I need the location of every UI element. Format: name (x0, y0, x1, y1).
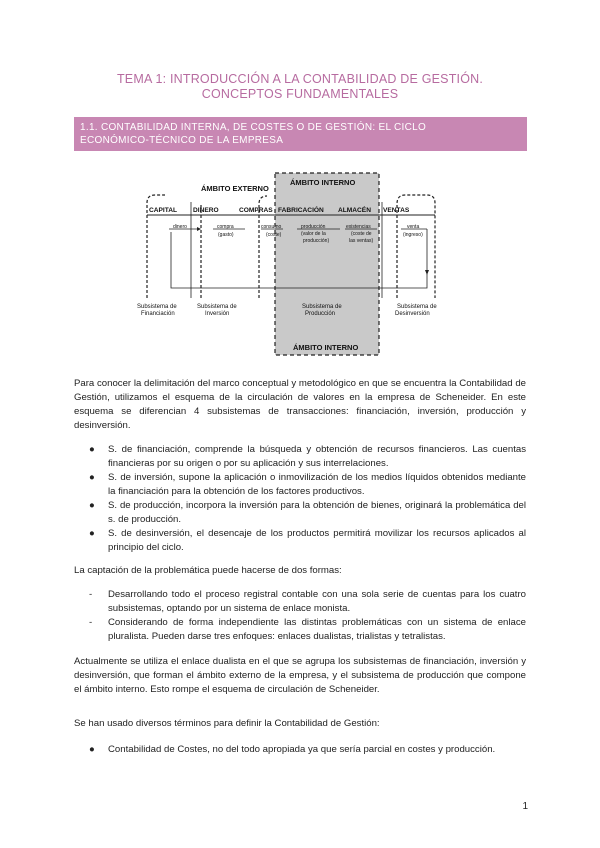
value-circulation-diagram (135, 168, 450, 358)
column-compras: COMPRAS (239, 207, 273, 214)
section-heading-line-2: ECONÓMICO-TÉCNICO DE LA EMPRESA (80, 135, 284, 146)
column-fabricacion: FABRICACIÓN (278, 207, 324, 214)
page-number: 1 (522, 801, 528, 812)
list-item-text: Contabilidad de Costes, no del todo apropiada ya que sería parcial en costes y producción. (108, 744, 496, 755)
flow-valor-produccion-1: (valor de la (301, 231, 326, 237)
flow-dinero-label: dinero (173, 224, 187, 230)
flow-compra-label: compra (217, 224, 234, 230)
flow-venta-label: venta (407, 224, 420, 230)
bullet-mark: ● (89, 744, 95, 755)
section-heading-line-1: 1.1. CONTABILIDAD INTERNA, DE COSTES O DE GESTIÓN: EL CICLO (80, 122, 427, 133)
list-item (74, 616, 526, 644)
column-ventas: VENTAS (383, 207, 410, 214)
intro-paragraph: Para conocer la delimitación del marco conceptual y metodológico en que se encuentra la Contabilidad de Gestión, utilizamos el esquema de la circulación de valores en la empresa de Scheneider. En este esquema se diferencian 4 subsistemas de transacciones: financiación, inversión, producción y desinversión. (74, 378, 526, 431)
section-heading (74, 117, 527, 151)
forms-list (74, 588, 526, 644)
flow-produccion-label: producción (301, 224, 326, 230)
bullet-mark: ● (89, 528, 95, 539)
document-title-line-1: TEMA 1: INTRODUCCIÓN A LA CONTABILIDAD DE GESTIÓN. (116, 72, 484, 86)
column-almacen: ALMACÉN (338, 207, 371, 214)
ambito-interno-bottom-label: ÁMBITO INTERNO (293, 343, 359, 352)
list-item-text: S. de desinversión, el desencaje de los productos permitirá movilizar los recursos aplicados al principio del ciclo. (108, 528, 526, 553)
list-item (74, 443, 526, 471)
captacion-paragraph: La captación de la problemática puede hacerse de dos formas: (74, 565, 342, 576)
flow-coste-ventas-1: (coste de (351, 231, 372, 237)
dash-mark: - (89, 617, 93, 628)
internal-area-shading (275, 173, 379, 355)
flow-valor-produccion-2: producción) (303, 238, 330, 244)
terminos-paragraph: Se han usado diversos términos para definir la Contabilidad de Gestión: (74, 718, 380, 729)
flow-ingreso-label: (ingreso) (403, 232, 423, 238)
subsystem-inversion-1: Subsistema de (197, 304, 237, 310)
list-item (74, 588, 526, 616)
column-dinero: DINERO (193, 207, 219, 214)
list-item-text: Considerando de forma independiente las distintas problemáticas con un sistema de enlace pluralista. Pueden darse tres enfoques: enlaces dualistas, trialistas y tetralistas. (108, 617, 526, 642)
list-item-text: S. de producción, incorpora la inversión para la obtención de bienes, originará la problemática del s. de producción. (108, 500, 526, 525)
return-loop-arrowhead (425, 270, 429, 275)
list-item-text: S. de inversión, supone la aplicación o inmovilización de los medios líquidos obtenidos mediante la financiación para la obtención de los factores productivos. (108, 472, 526, 497)
document-title (60, 72, 540, 102)
bullet-mark: ● (89, 472, 95, 483)
subsystem-produccion-1: Subsistema de (302, 304, 342, 310)
ambito-externo-label: ÁMBITO EXTERNO (201, 184, 269, 193)
bullet-mark: ● (89, 444, 95, 455)
document-title-line-2: CONCEPTOS FUNDAMENTALES (201, 87, 399, 101)
list-item (74, 499, 526, 527)
flow-consumo-label: consumo (261, 224, 282, 230)
list-item (74, 527, 526, 555)
list-item-text: Desarrollando todo el proceso registral contable con una sola serie de cuentas para los cuatro subsistemas, optando por un sistema de enlace monista. (108, 589, 526, 614)
subsystem-financiacion-2: Financiación (141, 311, 175, 317)
flow-gasto-label: (gasto) (218, 232, 234, 238)
subsystem-financiacion-1: Subsistema de (137, 304, 177, 310)
flow-existencias-label: existencias (346, 224, 371, 230)
dash-mark: - (89, 589, 93, 600)
subsystem-list (74, 443, 526, 555)
flow-dinero-arrowhead (197, 227, 201, 231)
subsystem-desinversion-2: Desinversión (395, 311, 430, 317)
list-item-text: S. de financiación, comprende la búsqueda y obtención de recursos financieros. Las cuentas financieras por su origen o por su aplicación y sus interrelaciones. (108, 444, 526, 469)
flow-coste-ventas-2: las ventas) (349, 238, 374, 244)
list-item (74, 743, 526, 757)
subsystem-inversion-2: Inversión (205, 311, 230, 317)
list-item (74, 471, 526, 499)
flow-coste-label: (coste) (266, 232, 282, 238)
column-capital: CAPITAL (149, 207, 178, 214)
terms-list (74, 743, 526, 757)
subsystem-desinversion-1: Subsistema de (397, 304, 437, 310)
ambito-interno-top-label: ÁMBITO INTERNO (290, 178, 356, 187)
bullet-mark: ● (89, 500, 95, 511)
actualmente-paragraph: Actualmente se utiliza el enlace dualista en el que se agrupa los subsistemas de financiación, inversión y desinversión, que forman el ámbito externo de la empresa, y el subsistema de producción que compone el ámbito interno. Esto rompe el esquema de circulación de Scheneider. (74, 656, 526, 695)
subsystem-produccion-2: Producción (305, 311, 336, 317)
